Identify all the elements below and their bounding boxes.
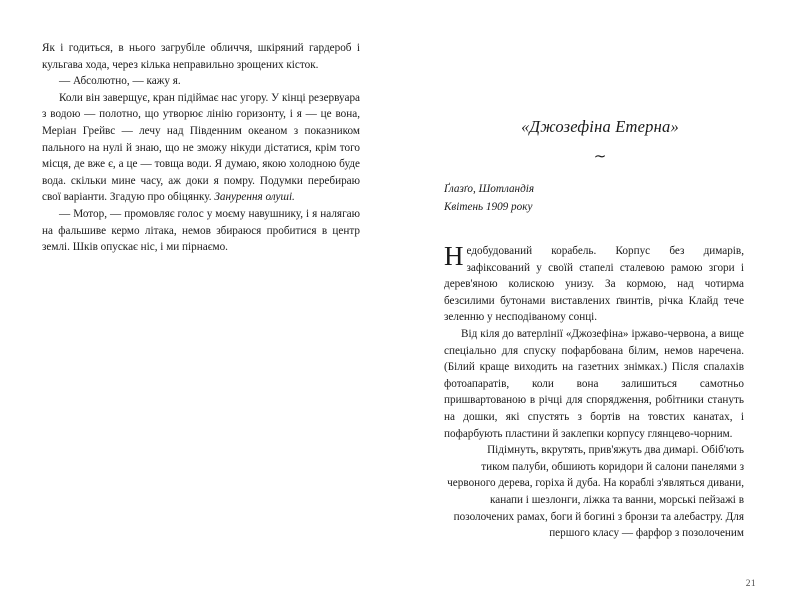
paragraph: Підімнуть, вкрутять, прив'яжуть два димарі. Обіб'ють тиком палуби, обшиють коридори й салони панелями з червоного дерева, горіха й дуба. На кораблі з'являться дивани, канапи і шезлонги, ліжка та ванни, морські пейзажі в позолочених рамах, боги й богині з бронзи та алебастру. Для першого класу — фарфор з позолоченим — [447, 444, 744, 540]
paragraph: — Абсолютно, — кажу я. — [59, 75, 181, 88]
left-page-text-block — [42, 40, 360, 256]
chapter-title: «Джозефіна Етерна» — [521, 117, 679, 136]
paragraph: Від кіля до ватерлінії «Джозефіна» іржаво-червона, а вище спеціально для спуску пофарбована білим, немов наречена. (Білий краще виходить на газетних знімках.) Після спалахів фотоапаратів, коли вона залишиться самотньо пришвартованою в річці для спорядження, робітники стануть на дошки, які спустять з бортів на товстих канатах, і пофарбують пластини й заклепки корпусу глянцево-чорним. — [444, 327, 744, 440]
paragraph: — Мотор, — промовляє голос у моєму навушнику, і я налягаю на фальшиве кермо літака, немов збираюся пробитися в центр землі. Шків опускає ніс, і ми пірнаємо. — [42, 207, 360, 254]
date-line: Квітень 1909 року — [444, 201, 533, 213]
right-page — [400, 0, 800, 615]
paragraph-text: едобудований корабель. Корпус без димарів, зафіксований у своїй стапелі сталевою рамою згори і дерев'яною колискою унизу. За кормою, над чотирма безсилими бутонами виставлених ґвинтів, річка Клайд тече зеленню у несподіваному сонці. — [444, 245, 744, 324]
place-line: Ґлазґо, Шотландія — [444, 183, 535, 195]
page-number: 21 — [745, 579, 756, 589]
place-and-date — [444, 180, 744, 216]
drop-cap: Н — [444, 241, 464, 271]
paragraph: Як і годиться, в нього загрубіле обличчя, шкіряний гардероб і кульгава хода, через кілька неправильно зрощених кісток. — [42, 42, 360, 71]
right-page-text-block — [444, 243, 744, 542]
italic-phrase: Занурення олушi. — [214, 191, 295, 204]
paragraph-with-dropcap — [444, 243, 744, 326]
paragraph — [42, 90, 360, 206]
ornament-divider: ∼ — [593, 149, 607, 165]
paragraph-text: Коли він заверщує, кран підіймає нас угору. У кінці резервуара з водою — полотно, що утворює лінію горизонту, і я — це вона, Меріан Грейвс — лечу над Південним океаном з показником пального на нулі й знаю, що не зможу нікуди дістатися, крім того місця, де вже є, а це — товща води. Я думаю, якою холодною буде вода. скільки мине часу, аж доки я помру. Подумки перебираю свої варіанти. Згадую про обіцянку. — [42, 91, 360, 204]
